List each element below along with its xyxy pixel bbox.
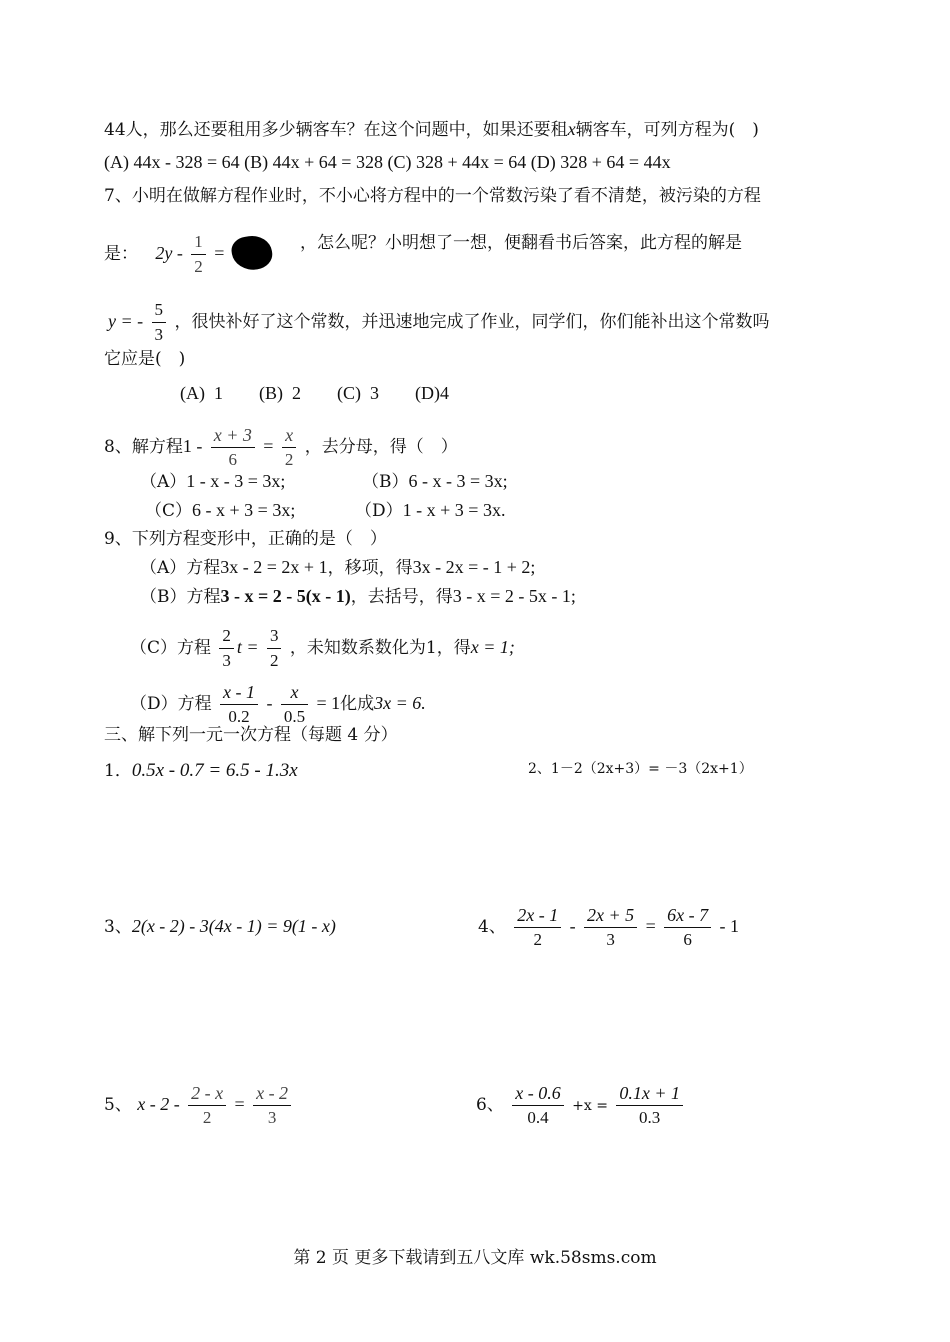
fraction-three-halves: $\frac{3}{2}$ — [267, 626, 282, 671]
fraction-6x-minus-7-over-6: $\frac{6x - 7}{6}$ — [664, 905, 711, 950]
q7-stem-line1: 7、小明在做解方程作业时，不小心将方程中的一个常数污染了看不清楚，被污染的方程 — [104, 186, 761, 206]
q8-option-c: （C）6 - x + 3 = 3x; — [145, 500, 296, 521]
fraction-x-over-0.5: $\frac{x}{0.5}$ — [281, 682, 308, 727]
fraction-0.1x-plus-1-over-0.3: $\frac{0.1x + 1}{0.3}$ — [616, 1083, 683, 1128]
page-footer: 第 2 页 更多下载请到五八文库 wk.58sms.com — [293, 1248, 657, 1268]
problem-1: 1．0.5x - 0.7 = 6.5 - 1.3x — [104, 760, 298, 781]
fraction-2-minus-x-over-2: $\frac{2 - x}{2}$ — [188, 1083, 226, 1128]
q8-option-a: （A）1 - x - 3 = 3x; — [140, 471, 286, 492]
fraction-x-minus-1-over-0.2: $\frac{x - 1}{0.2}$ — [220, 682, 258, 727]
problem-3: 3、2(x - 2) - 3(4x - 1) = 9(1 - x) — [104, 916, 336, 937]
q9-stem: 9、下列方程变形中，正确的是（ ） — [104, 529, 387, 549]
problem-2: 2、1－2（2x+3）= －3（2x+1） — [528, 761, 753, 777]
fraction-one-half: $\frac{1}{2}$ — [191, 232, 206, 277]
problem-4: 4、 $\frac{2x - 1}{2}$ - $\frac{2x + 5}{3}$ = $\frac{6x - 7}{6}$ - 1 — [478, 905, 740, 949]
q9-option-a: （A）方程3x - 2 = 2x + 1，移项，得3x - 2x = - 1 + 2; — [140, 557, 536, 578]
q6-options: (A) 44x - 328 = 64 (B) 44x + 64 = 328 (C) 328 + 44x = 64 (D) 328 + 64 = 44x — [104, 152, 671, 172]
fraction-2x-plus-5-over-3: $\frac{2x + 5}{3}$ — [584, 905, 637, 950]
q8-option-b: （B）6 - x - 3 = 3x; — [362, 471, 508, 492]
fraction-x-minus-0.6-over-0.4: $\frac{x - 0.6}{0.4}$ — [512, 1083, 563, 1128]
q9-option-c: （C）方程 $\frac{2}{3}$ t = $\frac{3}{2}$ ，未知数系数化为1，得x = 1; — [130, 626, 515, 670]
q8-stem: 8、解方程1 - $\frac{x + 3}{6}$ = $\frac{x}{2}$ ，去分母，得（ ） — [104, 425, 458, 469]
q8-option-d: （D）1 - x + 3 = 3x. — [355, 500, 506, 521]
q9-option-d: （D）方程 $\frac{x - 1}{0.2}$ - $\frac{x}{0.5}$ = 1化成3x = 6. — [130, 682, 426, 726]
fraction-2x-minus-1-over-2: $\frac{2x - 1}{2}$ — [514, 905, 561, 950]
fraction-five-thirds: $\frac{5}{3}$ — [152, 300, 167, 345]
fraction-x-minus-2-over-3: $\frac{x - 2}{3}$ — [253, 1083, 291, 1128]
problem-6: 6、 $\frac{x - 0.6}{0.4}$ +x = $\frac{0.1x + 1}{0.3}$ — [476, 1083, 686, 1128]
q9-option-b: （B）方程3 - x = 2 - 5(x - 1)，去括号，得3 - x = 2 - 5x - 1; — [140, 586, 576, 607]
q7-solution-line: y = - $\frac{5}{3}$ ，很快补好了这个常数，并迅速地完成了作业，同学们，你们能补出这个常数吗 — [108, 300, 770, 344]
q7-stem-line2-end: ，怎么呢？小明想了一想，便翻看书后答案，此方程的解是 — [300, 233, 742, 253]
ink-stain — [230, 233, 274, 272]
q7-options: (A) 1 (B) 2 (C) 3 (D)4 — [180, 383, 449, 403]
fraction-x-over-2: $\frac{x}{2}$ — [282, 425, 297, 470]
fraction-x-plus-3-over-6: $\frac{x + 3}{6}$ — [211, 425, 255, 470]
fraction-two-thirds: $\frac{2}{3}$ — [219, 626, 234, 671]
q7-stem-line4: 它应是( ) — [104, 349, 186, 369]
problem-5: 5、 x - 2 - $\frac{2 - x}{2}$ = $\frac{x - 2}{3}$ — [104, 1083, 294, 1128]
section3-title: 三、解下列一元一次方程（每题 4 分） — [104, 725, 398, 745]
q6-stem-line: 44人，那么还要租用多少辆客车？在这个问题中，如果还要租x辆客车，可列方程为( ) — [104, 119, 759, 140]
q7-stem-line2: 是： 2y - $\frac{1}{2}$ = — [104, 232, 225, 276]
